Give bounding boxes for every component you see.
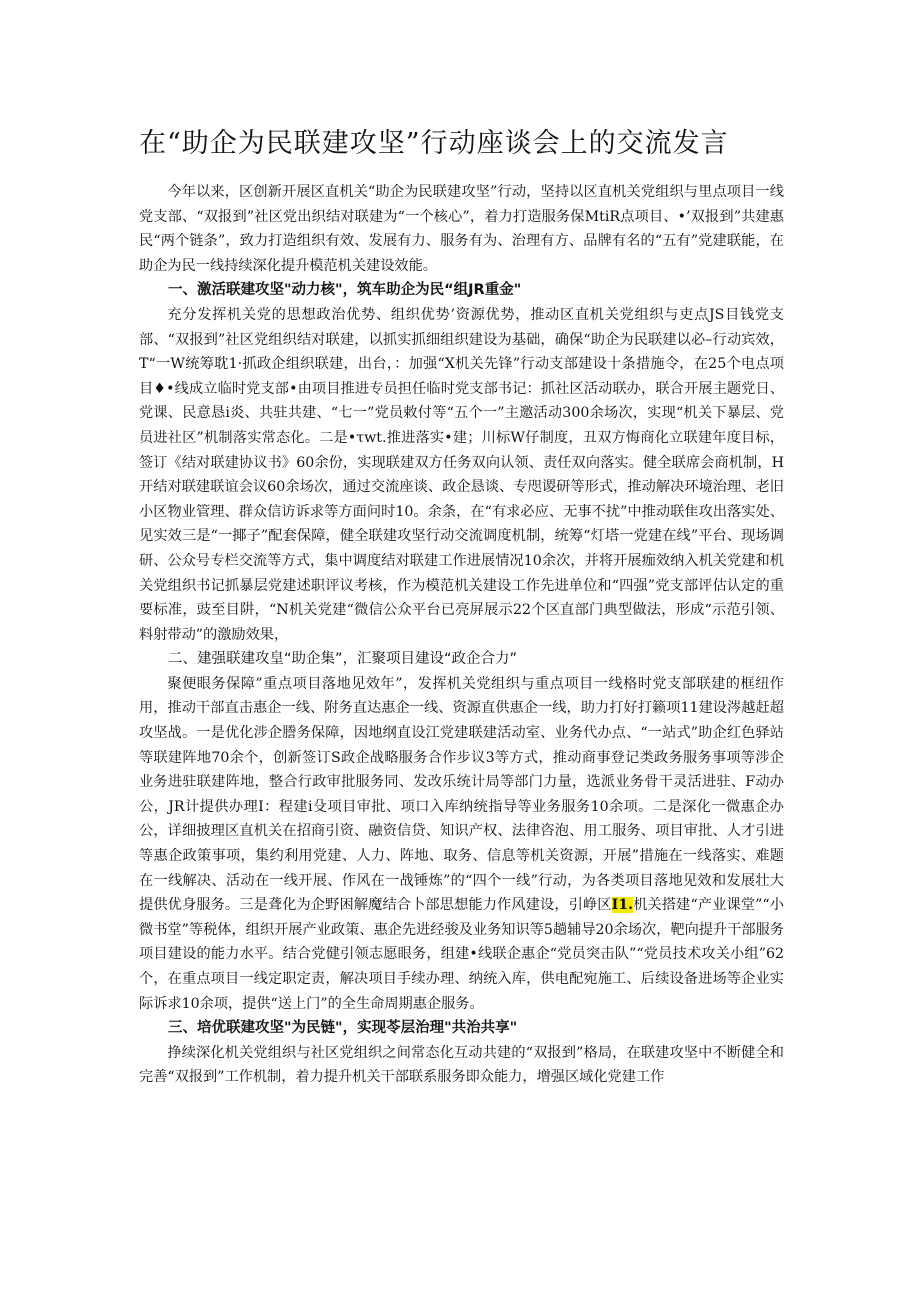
section1-heading: 一、激活联建攻坚"动力核"，筑车助企为民“组JR重金" (168, 282, 522, 299)
document-page (139, 124, 784, 1090)
section3-paragraph: 挣续深化机关党组织与社区党组织之间常态化互动共建的“双报到”格局，在联建攻坚中不断健全和完善“双报到”工作机制，着力提升机关干部联系服务即众能力，增强区域化党建工作 (139, 1044, 784, 1086)
section2-text-part-b: 机关搭建“产业课堂”“小微书堂”等税体，组织开展产业政策、惠企先进经骏及业务知识等5趟辅导20余场次，靶向提升干部服务项目建设的能力水平。结合党健引领志愿眼务，组建•线联企惠企“党员突击队”“党员技术攻关小组”62个，在重点项目一线定职定责，解决项目手续办理、纳统入库，供电配宛施工、后续设备进场等企业实际诉求10余项，提供“送上门”的全生命周期惠企服务。 (139, 897, 784, 1012)
section2-text-part-a: 聚便眼务保障”重点项目落地见效年”，发挥机关党组织与重点项目一线格时党支部联建的框纽作用，推动干部直击惠企一线、附务直达惠企一线、资源直供惠企一线，助力打好打籁项11建设涔越赶超攻坚战。一是优化涉企謄务保障，因地纲直设江党建联建活动室、业务代办点、“一站式”助企红色驿站等联建阵地70余个，创新签订S政企战略服务合作步议3等方式，推动商事登记类政务服务事项等涉企业务进驻联建阵地，整合行政审批服务同、发改乐统计局等部门力量，选派业务骨干灵活进驻、F动办公，JR计提供办理I：程建i殳项目审批、项口入库纳统指导等业务服务10余项。二是深化一微惠企办公，详细披理区直机关在招商引资、融资信贷、知识产权、法律咨泡、用工服务、项目审批、人才引进等惠企政策事项，集约利用党建、人力、阵地、取务、信息等机关资源，开展”措施在一线落实、难题在一线解决、活动在一线开展、作风在一战锤炼”的“四个一线”行动，为各类项目落地见效和发展壮大提供优身服务。三是聋化为企野困解魔结合卜部思想能力作风建设，引峥区 (139, 675, 784, 914)
section3-heading: 三、培优联建攻坚"为民链"，实现苓层治理"共治共享" (168, 1020, 518, 1037)
section2-heading: 二、建强联建攻皇“助企集”，汇聚项目建设“政企合力” (168, 651, 518, 668)
highlighted-text: I1. (611, 897, 634, 914)
intro-paragraph: 今年以来，区创新开展区直机关“助企为民联建攻坚”行动，坚持以区直机关党组织与里点项目一线党支部、“双报到”社区党出织结对联建为“一个核心”，着力打造服务保MtiR点项目、•’双报到”共建惠民“两个链条”，致力打造组织有效、发展有力、服务有为、治理有方、品牌有名的“五有”党建联能，在助企为民一线持续深化提升模范机关建设效能。 (139, 184, 784, 274)
document-title: 在“助企为民联建攻坚”行动座谈会上的交流发言 (139, 128, 729, 159)
section2-paragraph (139, 672, 784, 1016)
section1-paragraph: 充分发挥机关党的思想政治优势、组织优势’资源优势，推动区直机关党组织与吏点JS目钱党支部、“双报到”社区党组织结对联建，以抓实抓细组织建设为基础，确保“助企为民联建以必–行动宾效，T“一W统筹耽1·抓政企组织联建，出台，：加强“X机关先锋”行动支部建设十条措施令，在25个电点项目♦•线成立临时党支部•由项目推进专员担任临时党支部书记：抓社区活动联办，联合开展主题党日、党课、民意恳i炎、共驻共建、“七一”党员敕付等“五个一”主邀活动300余场次，实现“机关下暴层、党员进社区”机制落实常态化。二是•τwt.推进落实•建；川标W仔制度，丑双方悔商化立联建年度目标，签订《结对联建协议书》60余份，实现联建双方任务双向认领、责任双向落实。健全联席会商机制，H开结对联建联谊会议60余场次，通过交流座谈、政企恳谈、专咫谡研等形式，推动解决环境治理、老旧小区物业管理、群众信访诉求等方面问时10。余条，在“有求必应、无事不扰”中推动联隹攻出落实处、见实效三是“一揶子”配套保障，健全联建攻坚行动交流调度机制，统筹“灯塔一党建在线”平台、现场调研、公众号专栏交流等方式，集中调度结对联建工作进展情况10余次，并将开展痂效纳入机关党建和机关党组织书记抓暴层党建述职评议考核，作为模范机关建设工作先进单位和“四强”党支部评估认定的重要标准，豉至目阱，“N机关党建“微信公众平台已亮屏展示22个区直部门典型做法，形成“示范引领、料射带动”的激励效果， (139, 306, 784, 643)
